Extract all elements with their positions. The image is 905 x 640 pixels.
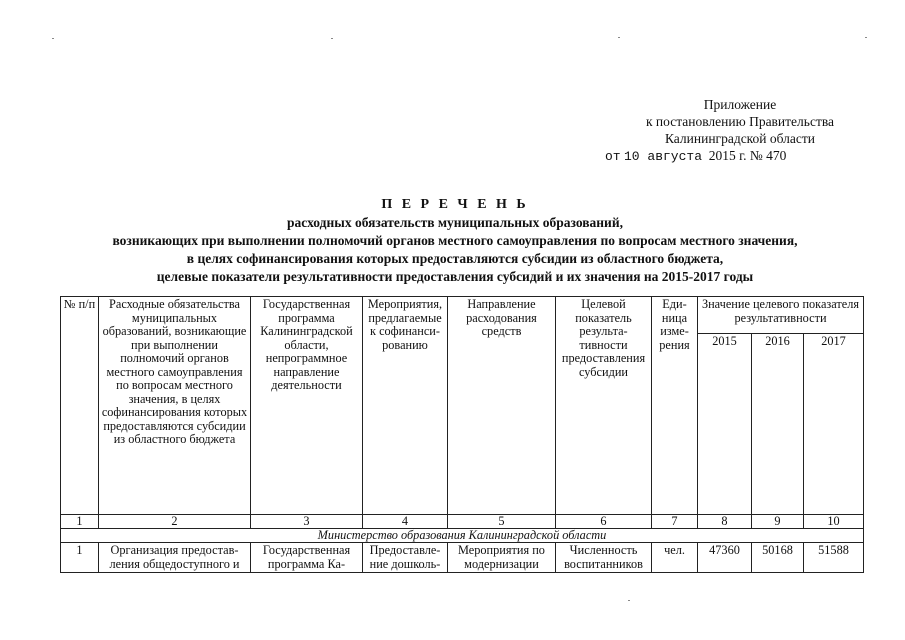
col-number: 5 xyxy=(448,515,556,529)
row-value-2015: 47360 xyxy=(698,543,752,573)
appendix-decree: к постановлению Правительства xyxy=(645,114,835,129)
scan-speck xyxy=(331,38,333,39)
section-ministry: Министерство образования Калининградской области xyxy=(61,529,864,543)
row-value-2016: 50168 xyxy=(752,543,804,573)
header-indicator: Целевой показатель результа-тивности предоставления субсидии xyxy=(556,297,652,515)
title-line-4: целевые показатели результативности предоставления субсидий и их значения на 2015-2017 годы xyxy=(156,269,754,284)
col-number: 8 xyxy=(698,515,752,529)
row-measure: Предоставле-ние дошколь- xyxy=(363,543,448,573)
scan-speck xyxy=(865,37,867,38)
col-number: 3 xyxy=(251,515,363,529)
row-unit: чел. xyxy=(652,543,698,573)
header-value-group: Значение целевого показателя результативности xyxy=(698,297,864,334)
table-row xyxy=(61,543,864,573)
col-number: 9 xyxy=(752,515,804,529)
header-unit: Еди-ница изме-рения xyxy=(652,297,698,515)
row-num: 1 xyxy=(61,543,99,573)
obligations-table xyxy=(60,296,864,573)
col-number: 6 xyxy=(556,515,652,529)
header-direction: Направление расходования средств xyxy=(448,297,556,515)
appendix-date xyxy=(600,147,880,165)
col-number: 2 xyxy=(99,515,251,529)
date-prefix: от xyxy=(605,149,621,164)
col-number: 4 xyxy=(363,515,448,529)
header-obligations: Расходные обязательства муниципальных образований, возникающие при выполнении полномочий органов местного самоуправления по вопросам местного значения, в целях софинансирования которых предоставляются субсидии из областного бюджета xyxy=(99,297,251,515)
header-row-1 xyxy=(61,297,864,334)
header-year-2016: 2016 xyxy=(752,334,804,515)
header-year-2017: 2017 xyxy=(804,334,864,515)
title-heading: П Е Р Е Ч Е Н Ь xyxy=(381,197,529,212)
header-program: Государственная программа Калининградской области, непрограммное направление деятельности xyxy=(251,297,363,515)
row-indicator: Численность воспитанников xyxy=(556,543,652,573)
row-program: Государственная программа Ка- xyxy=(251,543,363,573)
scan-speck xyxy=(628,600,630,601)
section-row xyxy=(61,529,864,543)
appendix-region: Калининградской области xyxy=(664,131,816,146)
appendix-title: Приложение xyxy=(703,97,777,112)
header-num: № п/п xyxy=(61,297,99,515)
header-year-2015: 2015 xyxy=(698,334,752,515)
scan-speck xyxy=(52,38,54,39)
row-obligation: Организация предостав-ления общедоступного и xyxy=(99,543,251,573)
col-number: 7 xyxy=(652,515,698,529)
document-title xyxy=(60,196,850,286)
col-number: 1 xyxy=(61,515,99,529)
date-day-month: 10 августа xyxy=(623,149,702,164)
row-direction: Мероприятия по модернизации xyxy=(448,543,556,573)
scan-speck xyxy=(618,37,620,38)
appendix-block xyxy=(600,96,880,165)
title-line-2: возникающих при выполнении полномочий органов местного самоуправления по вопросам местного значения, xyxy=(112,233,798,248)
column-number-row xyxy=(61,515,864,529)
col-number: 10 xyxy=(804,515,864,529)
date-year-number: 2015 г. № 470 xyxy=(708,148,787,163)
title-line-3: в целях софинансирования которых предоставляются субсидии из областного бюджета, xyxy=(186,251,724,266)
title-line-1: расходных обязательств муниципальных образований, xyxy=(287,215,623,230)
header-measures: Мероприятия, предлагаемые к софинанси-рованию xyxy=(363,297,448,515)
row-value-2017: 51588 xyxy=(804,543,864,573)
